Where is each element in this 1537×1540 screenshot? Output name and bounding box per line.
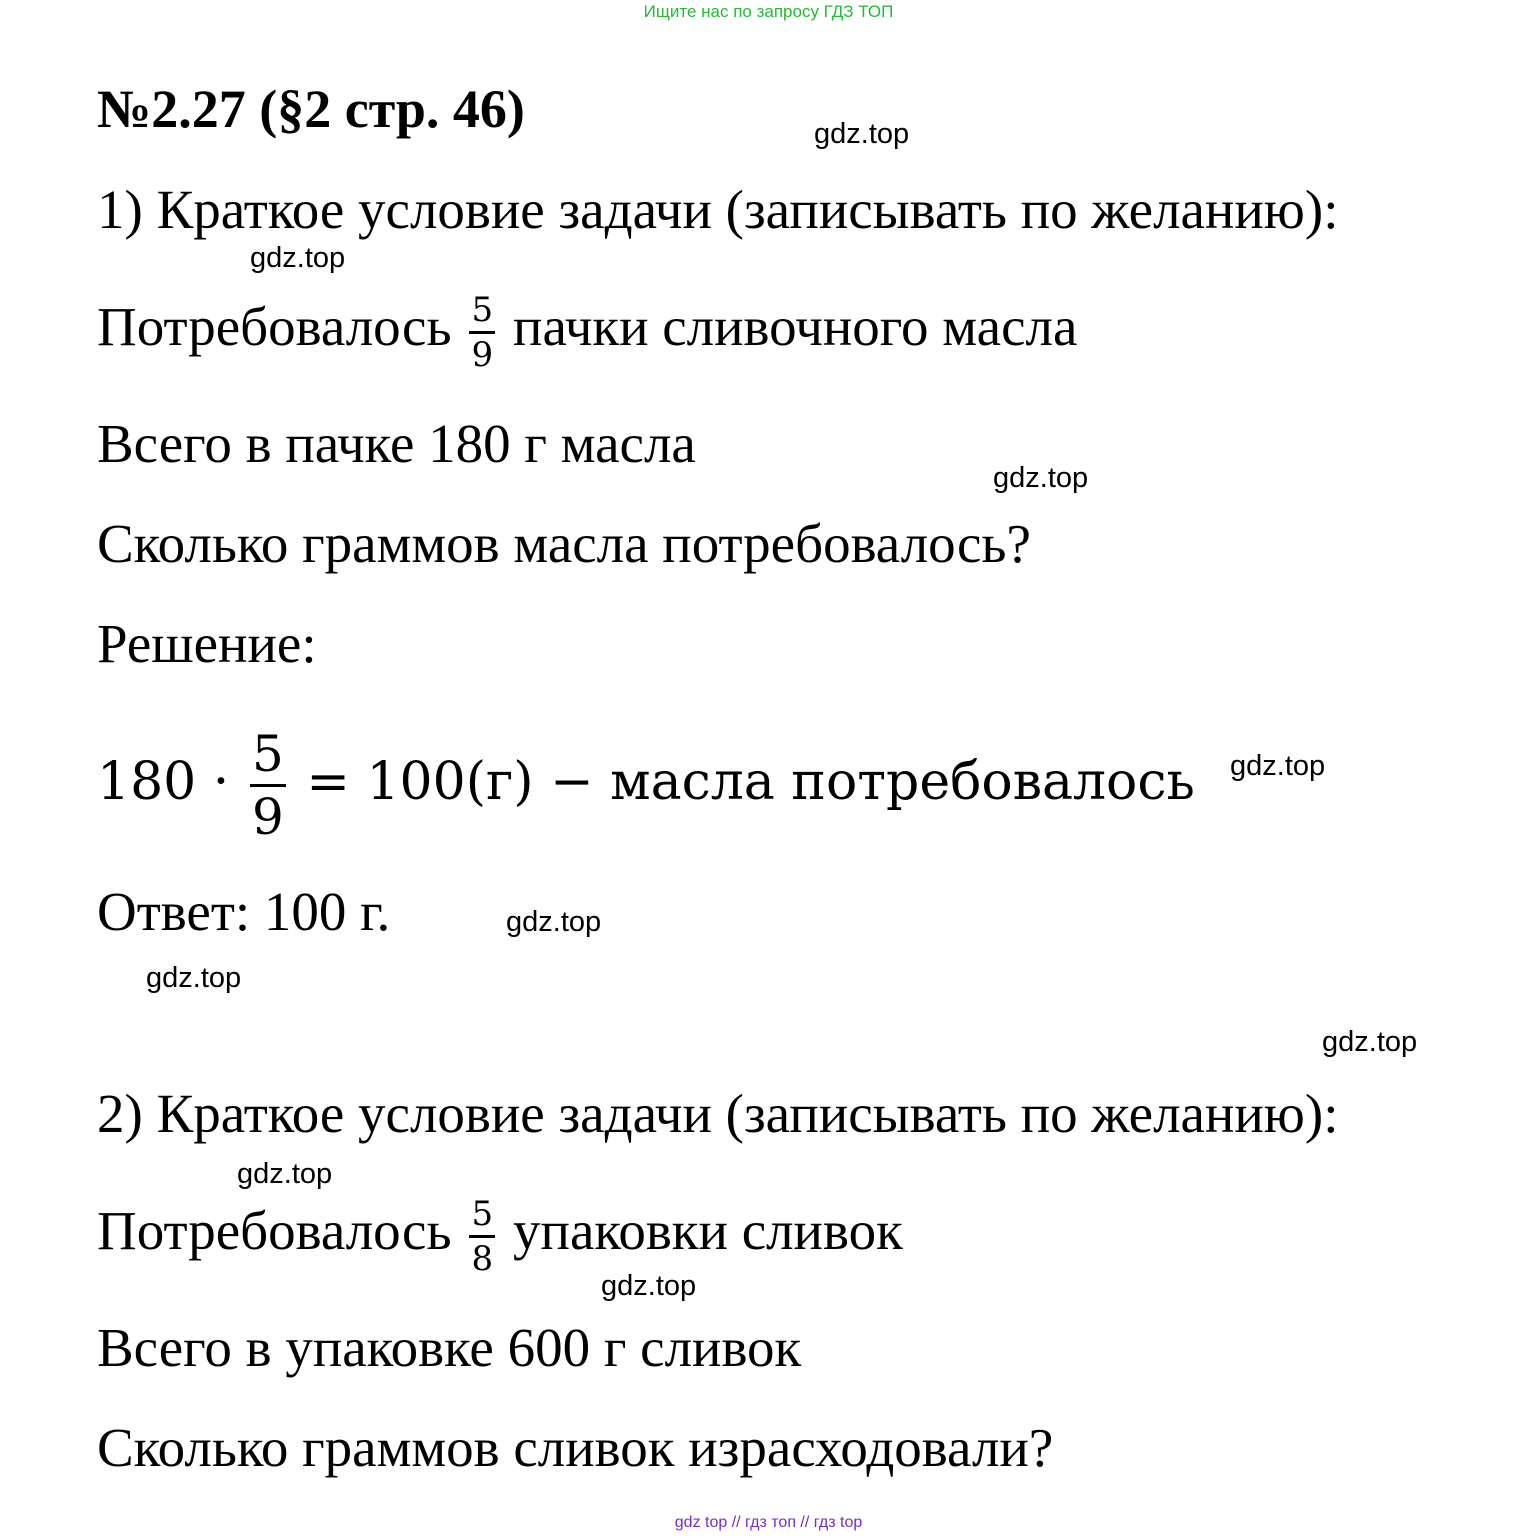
equation-right: = 100(г) − масла потребовалось <box>306 752 1195 812</box>
part1-solution-label: Решение: <box>97 613 317 674</box>
equation-fraction <box>250 725 286 846</box>
watermark: gdz.top <box>1230 750 1326 782</box>
part2-needed-suffix: упаковки сливок <box>513 1200 903 1261</box>
part2-needed-fraction <box>469 1195 495 1278</box>
part1-needed-fraction <box>469 291 495 374</box>
exercise-title: №2.27 (§2 стр. 46) <box>97 79 525 139</box>
fraction-bar <box>250 784 286 787</box>
fraction-numerator: 5 <box>471 289 494 330</box>
watermark: gdz.top <box>1322 1026 1418 1058</box>
part1-total: Всего в пачке 180 г масла <box>97 413 696 474</box>
part2-question: Сколько граммов сливок израсходовали? <box>97 1417 1054 1478</box>
part1-needed-line <box>97 282 1077 374</box>
part2-needed-line <box>97 1186 903 1278</box>
part1-answer: Ответ: 100 г. <box>97 881 391 942</box>
part2-needed-prefix: Потребовалось <box>97 1200 452 1261</box>
equation-left: 180 · <box>97 752 230 812</box>
part1-question: Сколько граммов масла потребовалось? <box>97 513 1031 574</box>
fraction-numerator: 5 <box>471 1193 494 1234</box>
part2-heading: 2) Краткое условие задачи (записывать по желанию): <box>97 1083 1339 1144</box>
watermark: gdz.top <box>993 462 1089 494</box>
watermark: gdz.top <box>814 118 910 150</box>
watermark: gdz.top <box>601 1270 697 1302</box>
fraction-bar <box>469 1235 495 1238</box>
footer-watermark: gdz top // гдз топ // гдз top <box>674 1514 863 1531</box>
part1-heading: 1) Краткое условие задачи (записывать по желанию): <box>97 179 1339 240</box>
watermark: gdz.top <box>237 1158 333 1190</box>
watermark: gdz.top <box>250 242 346 274</box>
fraction-denominator: 8 <box>471 1238 494 1279</box>
part2-total: Всего в упаковке 600 г сливок <box>97 1317 802 1378</box>
part1-needed-prefix: Потребовалось <box>97 296 452 357</box>
fraction-numerator: 5 <box>251 725 284 783</box>
part1-needed-suffix: пачки сливочного масла <box>513 296 1078 357</box>
fraction-denominator: 9 <box>471 334 494 375</box>
watermark: gdz.top <box>506 906 602 938</box>
part1-equation <box>97 712 1195 852</box>
fraction-bar <box>469 331 495 334</box>
search-hint-banner: Ищите нас по запросу ГДЗ ТОП <box>643 2 894 21</box>
watermark: gdz.top <box>146 962 242 994</box>
fraction-denominator: 9 <box>251 788 284 846</box>
